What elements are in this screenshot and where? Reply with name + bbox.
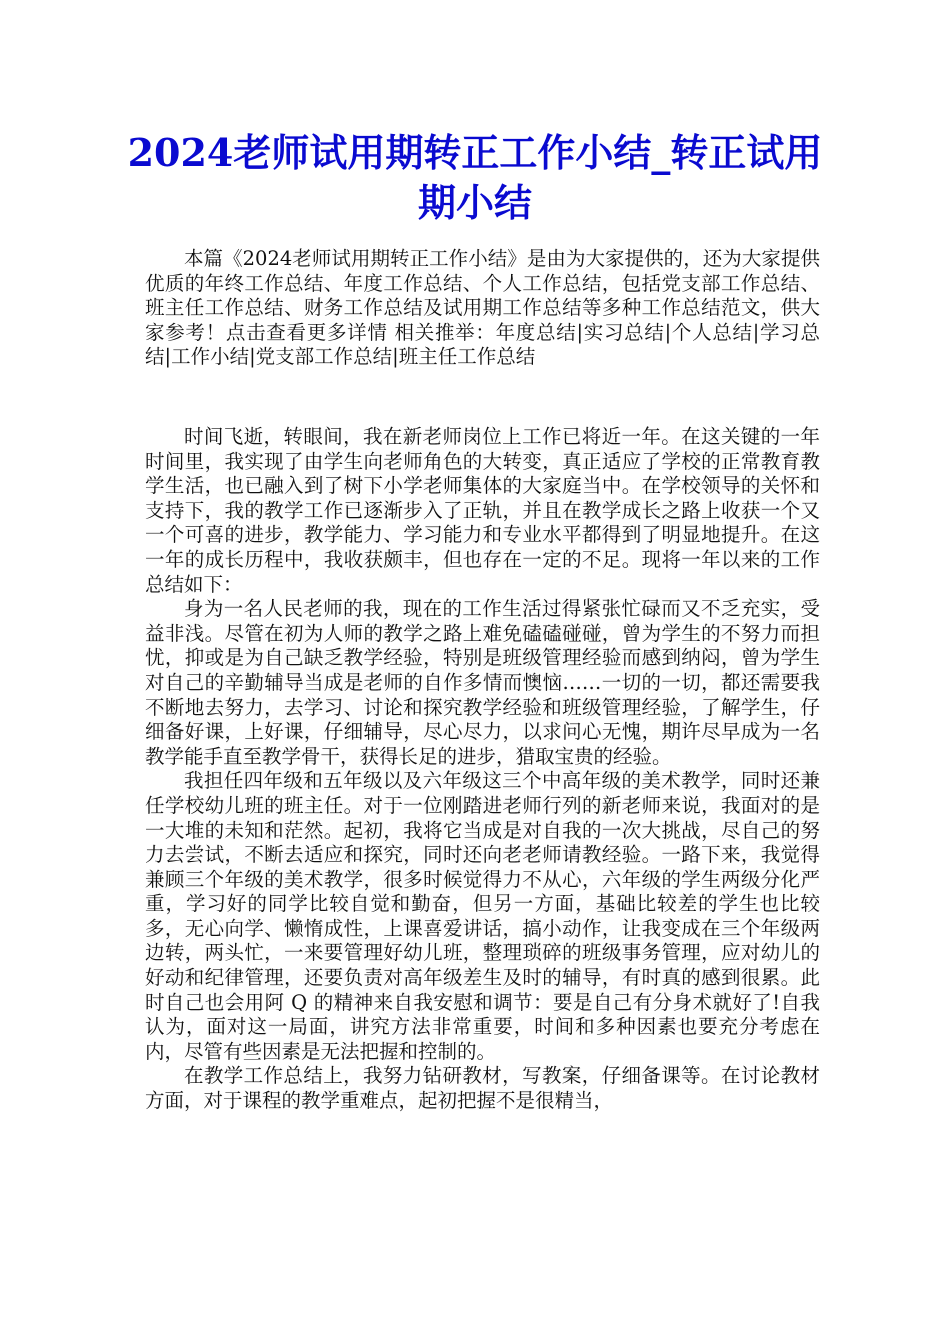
intro-paragraph: 本篇《2024老师试用期转正工作小结》是由为大家提供的，还为大家提供优质的年终工作总结、年度工作总结、个人工作总结，包括党支部工作总结、班主任工作总结、财务工作总结及试用期工作总结等多种工作总结范文，供大家参考！点击查看更多详情 相关推举：年度总结|实习总结|个人总结|学习总结|工作小结|党支部工作总结|班主任工作总结 bbox=[145, 247, 820, 369]
body-section bbox=[145, 425, 820, 1114]
intro-section bbox=[145, 247, 820, 370]
body-paragraph: 时间飞逝，转眼间，我在新老师岗位上工作已将近一年。在这关键的一年时间里，我实现了由学生向老师角色的大转变，真正适应了学校的正常教育教学生活，也已融入到了树下小学老师集体的大家庭当中。在学校领导的关怀和支持下，我的教学工作已逐渐步入了正轨，并且在教学成长之路上收获一个又一个可喜的进步，教学能力、学习能力和专业水平都得到了明显地提升。在这一年的成长历程中，我收获颇丰，但也存在一定的不足。现将一年以来的工作总结如下： bbox=[145, 425, 820, 596]
body-paragraph: 我担任四年级和五年级以及六年级这三个中高年级的美术教学，同时还兼任学校幼儿班的班主任。对于一位刚踏进老师行列的新老师来说，我面对的是一大堆的未知和茫然。起初，我将它当成是对自我的一次大挑战，尽自己的努力去尝试，不断去适应和探究，同时还向老老师请教经验。一路下来，我觉得兼顾三个年级的美术教学，很多时候觉得力不从心，六年级的学生两级分化严重，学习好的同学比较自觉和勤奋，但另一方面，基础比较差的学生也比较多，无心向学、懒惰成性，上课喜爱讲话，搞小动作，让我变成在三个年级两边转，两头忙，一来要管理好幼儿班，整理琐碎的班级事务管理，应对幼儿的好动和纪律管理，还要负责对高年级差生及时的辅导，有时真的感到很累。此时自己也会用阿 Q 的精神来自我安慰和调节：要是自己有分身术就好了!自我认为，面对这一局面，讲究方法非常重要，时间和多种因素也要充分考虑在内，尽管有些因素是无法把握和控制的。 bbox=[145, 769, 820, 1063]
body-paragraph: 在教学工作总结上，我努力钻研教材，写教案，仔细备课等。在讨论教材方面，对于课程的教学重难点，起初把握不是很精当， bbox=[145, 1064, 820, 1113]
body-paragraph: 身为一名人民老师的我，现在的工作生活过得紧张忙碌而又不乏充实，受益非浅。尽管在初为人师的教学之路上难免磕磕碰碰，曾为学生的不努力而担忧，抑或是为自己缺乏教学经验，特别是班级管理经验而感到纳闷，曾为学生对自己的辛勤辅导当成是老师的自作多情而懊恼……一切的一切，都还需要我不断地去努力，去学习、讨论和探究教学经验和班级管理经验，了解学生，仔细备好课，上好课，仔细辅导，尽心尽力，以求问心无愧，期许尽早成为一名教学能手直至教学骨干，获得长足的进步，猎取宝贵的经验。 bbox=[145, 597, 820, 768]
document-title: 2024老师试用期转正工作小结_转正试用期小结 bbox=[127, 130, 823, 225]
